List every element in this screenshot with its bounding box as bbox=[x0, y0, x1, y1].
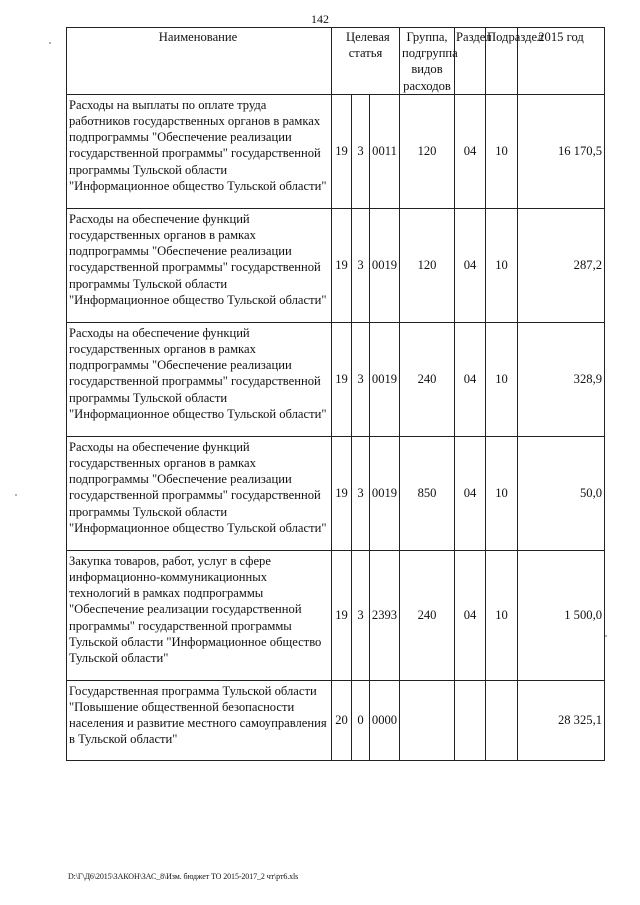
row-target-1: 19 bbox=[332, 550, 352, 680]
row-group: 240 bbox=[400, 550, 455, 680]
row-target-1: 19 bbox=[332, 322, 352, 436]
row-subsection: 10 bbox=[486, 550, 518, 680]
row-group: 240 bbox=[400, 322, 455, 436]
row-amount: 287,2 bbox=[518, 208, 605, 322]
row-name: Расходы на обеспечение функций государственных органов в рамках подпрограммы "Обеспечение реализации государственной программы" государственной программы Тульской области "Информационное общество Тульской области" bbox=[67, 322, 332, 436]
row-target-1: 19 bbox=[332, 436, 352, 550]
scan-speck bbox=[605, 635, 607, 637]
row-section: 04 bbox=[455, 550, 486, 680]
table-row bbox=[67, 208, 605, 322]
row-target-3: 0019 bbox=[370, 208, 400, 322]
row-subsection: 10 bbox=[486, 436, 518, 550]
table-row bbox=[67, 94, 605, 208]
scan-speck bbox=[49, 42, 51, 44]
row-name: Расходы на обеспечение функций государственных органов в рамках подпрограммы "Обеспечение реализации государственной программы" государственной программы Тульской области "Информационное общество Тульской области" bbox=[67, 436, 332, 550]
page-number: 142 bbox=[311, 12, 329, 26]
row-target-3: 0019 bbox=[370, 436, 400, 550]
row-name: Расходы на обеспечение функций государственных органов в рамках подпрограммы "Обеспечение реализации государственной программы" государственной программы Тульской области "Информационное общество Тульской области" bbox=[67, 208, 332, 322]
row-target-2: 3 bbox=[352, 94, 370, 208]
row-section: 04 bbox=[455, 436, 486, 550]
table-row bbox=[67, 550, 605, 680]
header-year: 2015 год bbox=[518, 28, 605, 95]
row-amount: 1 500,0 bbox=[518, 550, 605, 680]
row-amount: 16 170,5 bbox=[518, 94, 605, 208]
row-name: Государственная программа Тульской области "Повышение общественной безопасности населения и развитие местного самоуправления в Тульской области" bbox=[67, 680, 332, 760]
row-group: 850 bbox=[400, 436, 455, 550]
header-section: Раздел bbox=[455, 28, 486, 95]
scan-speck bbox=[15, 494, 17, 496]
row-amount: 50,0 bbox=[518, 436, 605, 550]
row-group bbox=[400, 680, 455, 760]
budget-table bbox=[66, 27, 605, 761]
row-subsection: 10 bbox=[486, 322, 518, 436]
row-name: Расходы на выплаты по оплате труда работников государственных органов в рамках подпрограммы "Обеспечение реализации государственной программы" государственной программы Тульской области "Информационное общество Тульской области" bbox=[67, 94, 332, 208]
row-amount: 28 325,1 bbox=[518, 680, 605, 760]
header-name: Наименование bbox=[67, 28, 332, 95]
row-target-1: 20 bbox=[332, 680, 352, 760]
row-target-1: 19 bbox=[332, 94, 352, 208]
table-row bbox=[67, 436, 605, 550]
row-subsection: 10 bbox=[486, 94, 518, 208]
row-group: 120 bbox=[400, 94, 455, 208]
row-target-2: 0 bbox=[352, 680, 370, 760]
row-section bbox=[455, 680, 486, 760]
row-section: 04 bbox=[455, 208, 486, 322]
header-subsection: Подраздел bbox=[486, 28, 518, 95]
row-target-2: 3 bbox=[352, 550, 370, 680]
row-target-3: 2393 bbox=[370, 550, 400, 680]
row-section: 04 bbox=[455, 94, 486, 208]
header-group: Группа, подгруппа видов расходов bbox=[400, 28, 455, 95]
row-target-3: 0000 bbox=[370, 680, 400, 760]
row-subsection: 10 bbox=[486, 208, 518, 322]
row-amount: 328,9 bbox=[518, 322, 605, 436]
table-row bbox=[67, 680, 605, 760]
row-subsection bbox=[486, 680, 518, 760]
row-target-3: 0019 bbox=[370, 322, 400, 436]
row-target-2: 3 bbox=[352, 322, 370, 436]
row-target-2: 3 bbox=[352, 436, 370, 550]
row-target-1: 19 bbox=[332, 208, 352, 322]
row-name: Закупка товаров, работ, услуг в сфере информационно-коммуникационных технологий в рамках подпрограммы "Обеспечение реализации государственной программы" государственной программы Тульской области "Информационное общество Тульской области" bbox=[67, 550, 332, 680]
table-header-row bbox=[67, 28, 605, 95]
row-section: 04 bbox=[455, 322, 486, 436]
row-target-2: 3 bbox=[352, 208, 370, 322]
row-group: 120 bbox=[400, 208, 455, 322]
row-target-3: 0011 bbox=[370, 94, 400, 208]
table-row bbox=[67, 322, 605, 436]
file-path-footer: D:\Г\Д6\2015\ЗАКОН\ЗАС_8\Изм. бюджет ТО 2015-2017_2 чт\рт6.xls bbox=[68, 872, 299, 881]
header-target: Целевая статья bbox=[332, 28, 400, 95]
